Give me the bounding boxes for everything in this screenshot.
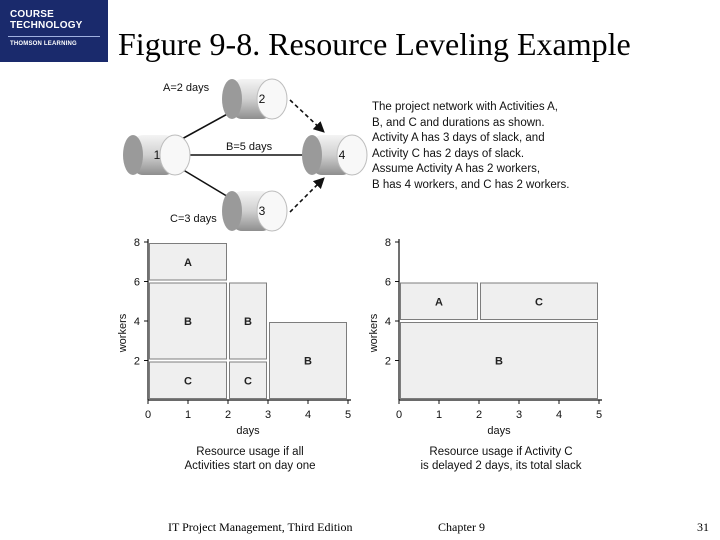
y-tick-label: 8 bbox=[133, 237, 140, 249]
logo-line-3: THOMSON LEARNING bbox=[10, 41, 77, 47]
description-line: The project network with Activities A, bbox=[372, 101, 558, 113]
node-4-label: 4 bbox=[338, 148, 346, 162]
y-tick-label: 8 bbox=[384, 237, 391, 249]
resource-block-label: B bbox=[244, 316, 252, 328]
x-tick-label: 3 bbox=[515, 409, 523, 421]
chart-caption-line: is delayed 2 days, its total slack bbox=[420, 460, 582, 472]
y-tick-label: 4 bbox=[384, 316, 391, 328]
y-tick-label: 6 bbox=[384, 276, 391, 289]
chart-caption-line: Activities start on day one bbox=[184, 460, 316, 472]
logo-line-1: COURSE bbox=[10, 9, 54, 20]
footer-page-number: 31 bbox=[697, 520, 709, 534]
x-tick-label: 4 bbox=[555, 409, 563, 421]
x-tick-label: 2 bbox=[224, 409, 232, 421]
footer-chapter: Chapter 9 bbox=[438, 520, 485, 534]
logo-line-2: TECHNOLOGY bbox=[10, 20, 83, 31]
y-tick-label: 2 bbox=[133, 355, 140, 368]
x-tick-label: 0 bbox=[144, 409, 152, 421]
node-1-label: 1 bbox=[153, 148, 161, 162]
edge-b-label: B=5 days bbox=[226, 141, 273, 153]
resource-block-label: C bbox=[535, 296, 543, 309]
chart-caption-line: Resource usage if Activity C bbox=[429, 446, 573, 458]
x-tick-label: 0 bbox=[395, 409, 403, 421]
y-axis-label: workers bbox=[368, 313, 380, 353]
x-tick-label: 1 bbox=[184, 409, 192, 421]
slide-title: Figure 9-8. Resource Leveling Example bbox=[118, 26, 631, 62]
resource-block-label: A bbox=[184, 256, 192, 269]
node-3-label: 3 bbox=[258, 204, 266, 218]
resource-block-label: A bbox=[435, 296, 443, 309]
description-line: B has 4 workers, and C has 2 workers. bbox=[372, 178, 570, 191]
resource-block-label: C bbox=[184, 375, 192, 388]
edge-c-label: C=3 days bbox=[170, 213, 217, 225]
x-axis-label: days bbox=[487, 425, 511, 437]
y-axis-label: workers bbox=[117, 313, 129, 353]
description-line: Activity C has 2 days of slack. bbox=[372, 147, 525, 160]
x-tick-label: 1 bbox=[435, 409, 443, 421]
x-axis-label: days bbox=[236, 425, 260, 437]
footer-book-title: IT Project Management, Third Edition bbox=[168, 520, 353, 534]
node-2-label: 2 bbox=[258, 92, 266, 106]
resource-block-label: B bbox=[495, 355, 503, 368]
y-tick-label: 4 bbox=[133, 316, 140, 328]
description-line: Assume Activity A has 2 workers, bbox=[372, 163, 541, 175]
description-line: B, and C and durations as shown. bbox=[372, 116, 545, 129]
y-tick-label: 2 bbox=[384, 355, 391, 368]
description-line: Activity A has 3 days of slack, and bbox=[372, 132, 545, 144]
resource-block-label: B bbox=[304, 355, 312, 368]
x-tick-label: 2 bbox=[475, 409, 483, 421]
x-tick-label: 5 bbox=[595, 409, 603, 421]
chart-caption-line: Resource usage if all bbox=[196, 446, 304, 458]
x-tick-label: 5 bbox=[344, 409, 352, 421]
edge-a-label: A=2 days bbox=[163, 82, 210, 94]
x-tick-label: 4 bbox=[304, 409, 312, 421]
y-tick-label: 6 bbox=[133, 276, 140, 289]
resource-block-label: B bbox=[184, 316, 192, 328]
x-tick-label: 3 bbox=[264, 409, 272, 421]
resource-block-label: C bbox=[244, 375, 252, 388]
